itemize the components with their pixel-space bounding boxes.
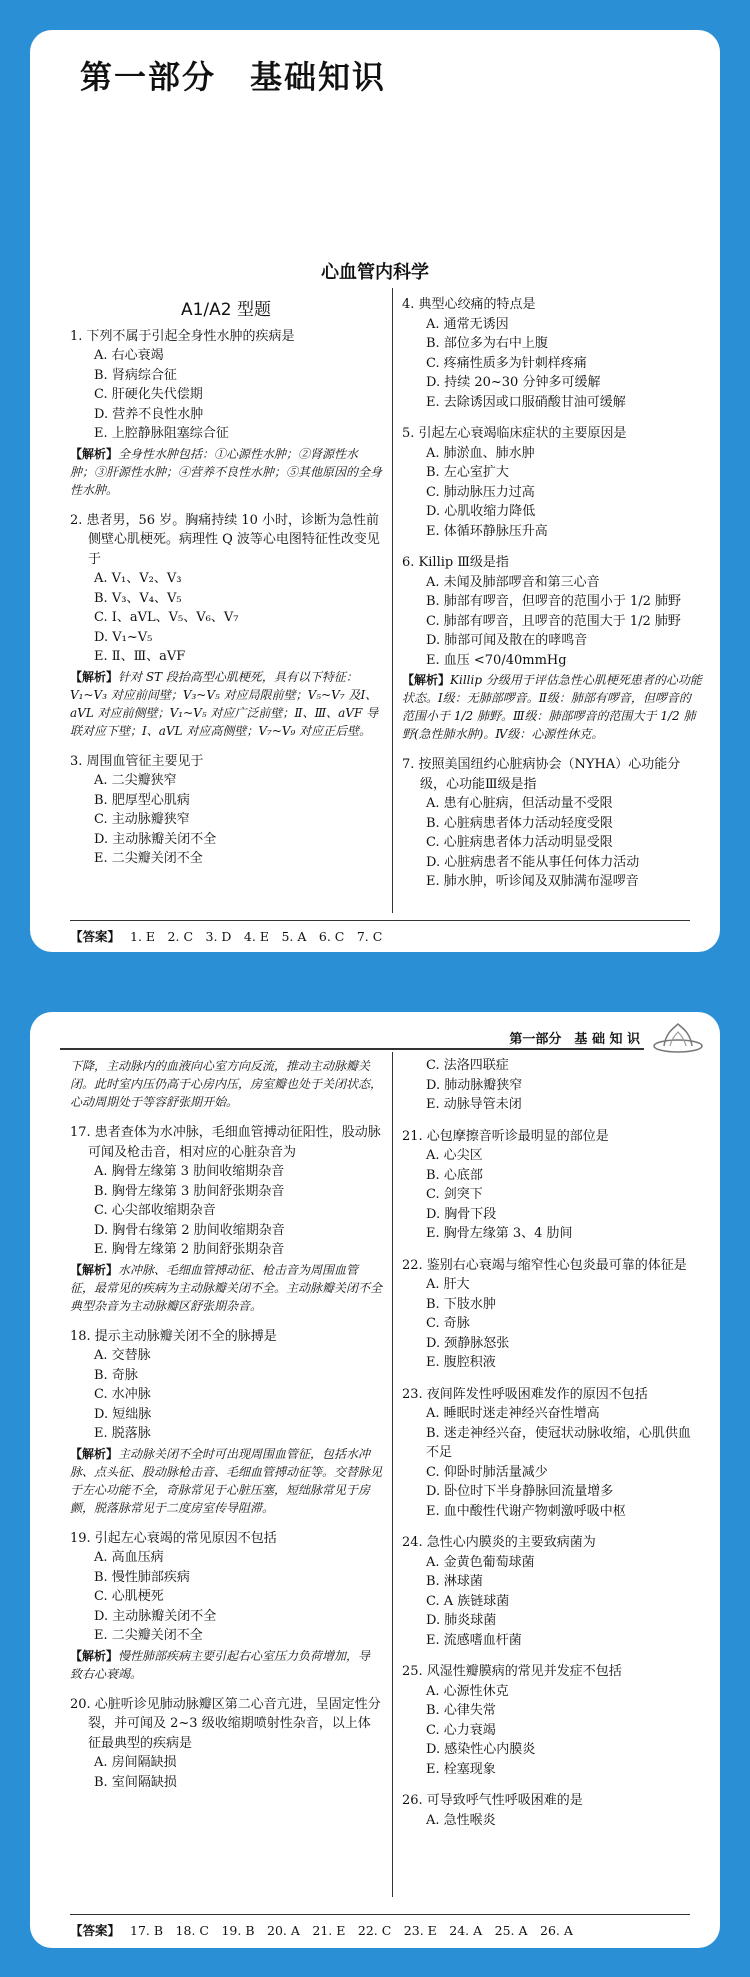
answer-option: B. 慢性肺部疾病 <box>94 1569 190 1585</box>
answer-option: E. 血中酸性代谢产物刺激呼吸中枢 <box>426 1503 626 1519</box>
answer-option: D. 胸骨下段 <box>426 1206 497 1222</box>
answer-option: A. 右心衰竭 <box>94 348 164 363</box>
answer-option: B. 心脏病患者体力活动轻度受限 <box>426 815 613 831</box>
answer-option: C. 法洛四联症 <box>426 1058 509 1073</box>
explanation-text: 主动脉关闭不全时可出现周围血管征，包括水冲脉、点头征、股动脉枪击音、毛细血管搏动征等。交替脉见于左心功能不全，奇脉常见于心脏压塞，短绌脉常见于房颤，脱落脉常见于二度房室传导阻滞。 <box>70 1446 383 1515</box>
answer-option: D. 心肌收缩力降低 <box>426 504 536 519</box>
answer-option: A. 急性喉炎 <box>426 1812 496 1828</box>
answer-option: D. 持续 20~30 分钟多可缓解 <box>426 375 601 390</box>
answer-option: E. 二尖瓣关闭不全 <box>94 851 203 866</box>
answer-option: B. 部位多为右中上腹 <box>426 336 548 351</box>
question-item <box>402 1127 702 1244</box>
answer-option: E. 脱落脉 <box>94 1426 151 1441</box>
question-item <box>402 1791 702 1830</box>
answer-option: B. 迷走神经兴奋，使冠状动脉收缩，心肌供血不足 <box>426 1425 691 1460</box>
explanation <box>70 1647 382 1683</box>
answer-option: C. 主动脉瓣狭窄 <box>94 812 190 827</box>
question-item <box>70 1327 382 1517</box>
question-item <box>70 1529 382 1683</box>
explanation-label: 【解析】 <box>70 1648 119 1663</box>
page-2 <box>30 1012 720 1948</box>
answer-option: E. 肺水肿，听诊闻及双肺满布湿啰音 <box>426 874 639 889</box>
answer-option: C. 肺动脉压力过高 <box>426 484 535 500</box>
answer-option: A. 房间隔缺损 <box>94 1755 177 1770</box>
answer-option: A. 交替脉 <box>94 1348 151 1363</box>
question-item <box>70 1695 382 1793</box>
question-item <box>70 1123 382 1315</box>
answer-option: C. 水冲脉 <box>94 1387 151 1402</box>
answer-option: E. Ⅱ、Ⅲ、aVF <box>94 649 186 664</box>
answer-option: D. 主动脉瓣关闭不全 <box>94 831 217 847</box>
answer-label: 【答案】 <box>70 929 121 944</box>
answer-option: C. 心尖部收缩期杂音 <box>94 1203 216 1218</box>
answer-option: B. 室间隔缺损 <box>94 1774 177 1790</box>
answer-option: A. 睡眠时迷走神经兴奋性增高 <box>426 1406 600 1421</box>
page-1 <box>30 30 720 952</box>
answer-option: E. 上腔静脉阻塞综合征 <box>94 426 229 441</box>
header-rule <box>60 1048 644 1050</box>
answer-option: E. 栓塞现象 <box>426 1761 496 1777</box>
answer-option: D. 短绌脉 <box>94 1406 152 1422</box>
explanation-text: 水冲脉、毛细血管搏动征、枪击音为周围血管征，最常见的疾病为主动脉瓣关闭不全。主动脉瓣关闭不全典型杂音为主动脉瓣区舒张期杂音。 <box>70 1262 383 1313</box>
explanation-label: 【解析】 <box>70 1446 119 1461</box>
question-item <box>402 755 702 892</box>
answer-option: C. 奇脉 <box>426 1316 470 1331</box>
answer-option: E. 体循环静脉压升高 <box>426 523 548 539</box>
answer-key <box>70 920 690 945</box>
explanation-text: 全身性水肿包括：①心源性水肿；②肾源性水肿；③肝源性水肿；④营养不良性水肿；⑤其他原因的全身性水肿。 <box>70 446 383 497</box>
question-item <box>402 1533 702 1650</box>
answer-option: B. 奇脉 <box>94 1367 138 1383</box>
answer-option: E. 胸骨左缘第 2 肋间舒张期杂音 <box>94 1242 285 1257</box>
answer-option: A. 患有心脏病，但活动量不受限 <box>426 796 613 811</box>
answer-option: E. 二尖瓣关闭不全 <box>94 1628 203 1643</box>
answer-option: A. 肝大 <box>426 1277 470 1292</box>
question-stem: 7. 按照美国纽约心脏病协会（NYHA）心功能分级，心功能Ⅲ级是指 <box>402 757 681 792</box>
left-column <box>70 1056 382 1804</box>
answer-option: A. 通常无诱因 <box>426 316 509 332</box>
explanation-text: 针对 ST 段抬高型心肌梗死，具有以下特征：V₁~V₃ 对应前间壁；V₃~V₅ 对应局限前壁；V₅~V₇ 及Ⅰ、aVL 对应前侧壁；V₁~V₅ 对应广泛前壁；Ⅱ、Ⅲ、aVF 导联对应下壁；Ⅰ、aVL 对应高侧壁；V₇~V₉ 对应正后壁。 <box>70 669 379 738</box>
explanation <box>402 671 702 743</box>
answer-option: B. 胸骨左缘第 3 肋间舒张期杂音 <box>94 1183 285 1199</box>
answer-option: A. 心尖区 <box>426 1148 483 1163</box>
column-divider <box>392 288 393 913</box>
explanation-label: 【解析】 <box>402 673 451 687</box>
answer-option: C. A 族链球菌 <box>426 1593 510 1609</box>
answer-option: D. 卧位时下半身静脉回流量增多 <box>426 1484 614 1499</box>
explanation-text: 慢性肺部疾病主要引起右心室压力负荷增加，导致右心衰竭。 <box>70 1648 371 1681</box>
question-stem: 25. 风湿性瓣膜病的常见并发症不包括 <box>402 1664 622 1679</box>
answer-option: D. 肺炎球菌 <box>426 1613 497 1628</box>
question-item <box>402 553 702 743</box>
answer-option: B. 心底部 <box>426 1167 483 1183</box>
part-title: 第一部分 基础知识 <box>80 58 387 96</box>
chapter-title: 心血管内科学 <box>321 262 429 283</box>
question-stem: 18. 提示主动脉瓣关闭不全的脉搏是 <box>70 1328 277 1344</box>
answer-option: C. 心力衰竭 <box>426 1722 496 1738</box>
answer-option: E. 腹腔积液 <box>426 1355 496 1370</box>
question-stem: 21. 心包摩擦音听诊最明显的部位是 <box>402 1128 609 1144</box>
answer-option: C. 疼痛性质多为针刺样疼痛 <box>426 355 587 371</box>
question-stem: 20. 心脏听诊见肺动脉瓣区第二心音亢进，呈固定性分裂，并可闻及 2~3 级收缩期喷射性杂音，以上体征最典型的疾病是 <box>70 1696 381 1751</box>
answer-option: A. 胸骨左缘第 3 肋间收缩期杂音 <box>94 1164 285 1179</box>
right-column <box>402 295 702 904</box>
answer-option: A. 肺淤血、肺水肿 <box>426 445 535 461</box>
answer-option: C. Ⅰ、aVL、V₅、V₆、V₇ <box>94 610 239 625</box>
question-stem: 22. 鉴别右心衰竭与缩窄性心包炎最可靠的体征是 <box>402 1257 687 1273</box>
explanation-label: 【解析】 <box>70 446 119 461</box>
answer-option: C. 心肌梗死 <box>94 1589 164 1604</box>
answer-option: D. V₁~V₅ <box>94 629 153 645</box>
left-column <box>70 295 382 881</box>
answer-option: B. 肺部有啰音，但啰音的范围小于 1/2 肺野 <box>426 594 682 609</box>
question-stem: 3. 周围血管征主要见于 <box>70 753 204 769</box>
answer-option: A. 高血压病 <box>94 1550 164 1565</box>
answer-option: B. 左心室扩大 <box>426 465 509 480</box>
explanation <box>70 668 382 740</box>
section-heading: A1/A2 型题 <box>180 300 272 320</box>
question-item <box>70 752 382 869</box>
answer-option: E. 去除诱因或口服硝酸甘油可缓解 <box>426 394 626 410</box>
answer-option: D. 颈静脉怒张 <box>426 1335 510 1351</box>
answer-option: C. 肝硬化失代偿期 <box>94 387 203 402</box>
explanation <box>70 1445 382 1517</box>
answer-option: E. 血压 <70/40mmHg <box>426 652 567 668</box>
explanation-label: 【解析】 <box>70 1262 119 1277</box>
explanation-continued: 下降，主动脉内的血液向心室方向反流，推动主动脉瓣关闭。此时室内压仍高于心房内压，房室瓣也处于关闭状态，心动周期处于等容舒张期开始。 <box>70 1059 383 1109</box>
answer-option: D. 胸骨右缘第 2 肋间收缩期杂音 <box>94 1222 285 1238</box>
question-item <box>402 1256 702 1373</box>
answer-option: B. 肥厚型心肌病 <box>94 792 190 808</box>
answer-option: B. V₃、V₄、V₅ <box>94 590 182 606</box>
question-stem: 4. 典型心绞痛的特点是 <box>402 297 536 312</box>
question-item <box>70 511 382 740</box>
answer-option: A. 未闻及肺部啰音和第三心音 <box>426 574 600 590</box>
answer-option: B. 淋球菌 <box>426 1574 483 1589</box>
question-item <box>402 295 702 412</box>
explanation <box>70 445 382 499</box>
answer-option: D. 营养不良性水肿 <box>94 406 204 422</box>
question-stem: 24. 急性心内膜炎的主要致病菌为 <box>402 1535 596 1550</box>
question-item <box>70 327 382 499</box>
question-stem: 26. 可导致呼气性呼吸困难的是 <box>402 1793 583 1808</box>
question-stem: 1. 下列不属于引起全身性水肿的疾病是 <box>70 328 295 344</box>
question-item <box>402 1385 702 1522</box>
question-stem: 19. 引起左心衰竭的常见原因不包括 <box>70 1530 277 1546</box>
question-item <box>402 1056 702 1115</box>
explanation <box>70 1261 382 1315</box>
answer-values: 1. E 2. C 3. D 4. E 5. A 6. C 7. C <box>130 929 383 944</box>
answer-option: B. 心律失常 <box>426 1703 496 1718</box>
answer-option: B. 肾病综合征 <box>94 367 177 383</box>
question-stem: 2. 患者男，56 岁。胸痛持续 10 小时，诊断为急性前侧壁心肌梗死。病理性 Q 波等心电图特征性改变见于 <box>70 512 380 567</box>
answer-option: D. 感染性心内膜炎 <box>426 1742 536 1757</box>
answer-key <box>70 1914 690 1939</box>
answer-values: 17. B 18. C 19. B 20. A 21. E 22. C 23. E 24. A 25. A 26. A <box>130 1923 573 1938</box>
right-column <box>402 1056 702 1842</box>
question-item <box>402 424 702 541</box>
answer-option: E. 胸骨左缘第 3、4 肋间 <box>426 1226 573 1241</box>
answer-option: A. 心源性休克 <box>426 1683 509 1699</box>
answer-option: C. 剑突下 <box>426 1187 483 1202</box>
answer-option: A. 金黄色葡萄球菌 <box>426 1554 535 1570</box>
question-item <box>402 1662 702 1779</box>
explanation-label: 【解析】 <box>70 669 119 684</box>
question-item <box>70 1057 382 1111</box>
answer-option: D. 肺动脉瓣狭窄 <box>426 1077 523 1093</box>
question-list <box>70 1057 382 1792</box>
answer-label: 【答案】 <box>70 1923 121 1938</box>
answer-option: D. 肺部可闻及散在的哮鸣音 <box>426 633 588 648</box>
answer-option: C. 心脏病患者体力活动明显受限 <box>426 835 613 850</box>
publisher-logo-icon <box>650 1020 706 1054</box>
column-divider <box>392 1052 393 1897</box>
answer-option: D. 心脏病患者不能从事任何体力活动 <box>426 854 640 870</box>
explanation-text: Killip 分级用于评估急性心肌梗死患者的心功能状态。Ⅰ级：无肺部啰音。Ⅱ级：肺部有啰音，但啰音的范围小于 1/2 肺野。Ⅲ级：肺部啰音的范围大于 1/2 肺野(急性肺水肿)。Ⅳ级：心源性休克。 <box>402 673 702 741</box>
question-stem: 6. Killip Ⅲ级是指 <box>402 555 509 570</box>
answer-option: A. 二尖瓣狭窄 <box>94 773 177 788</box>
answer-option: A. V₁、V₂、V₃ <box>94 571 182 586</box>
answer-option: E. 动脉导管未闭 <box>426 1097 522 1112</box>
question-stem: 5. 引起左心衰竭临床症状的主要原因是 <box>402 426 627 441</box>
question-stem: 17. 患者查体为水冲脉，毛细血管搏动征阳性，股动脉可闻及枪击音，相对应的心脏杂音为 <box>70 1125 381 1160</box>
question-list <box>402 295 702 892</box>
question-stem: 23. 夜间阵发性呼吸困难发作的原因不包括 <box>402 1386 648 1402</box>
answer-option: C. 仰卧时肺活量减少 <box>426 1464 548 1480</box>
answer-option: B. 下肢水肿 <box>426 1296 496 1312</box>
running-header: 第一部分 基 础 知 识 <box>509 1032 640 1047</box>
answer-option: C. 肺部有啰音，且啰音的范围大于 1/2 肺野 <box>426 613 681 629</box>
question-list <box>402 1056 702 1830</box>
answer-option: E. 流感嗜血杆菌 <box>426 1632 522 1648</box>
answer-option: D. 主动脉瓣关闭不全 <box>94 1608 217 1624</box>
question-list <box>70 327 382 869</box>
